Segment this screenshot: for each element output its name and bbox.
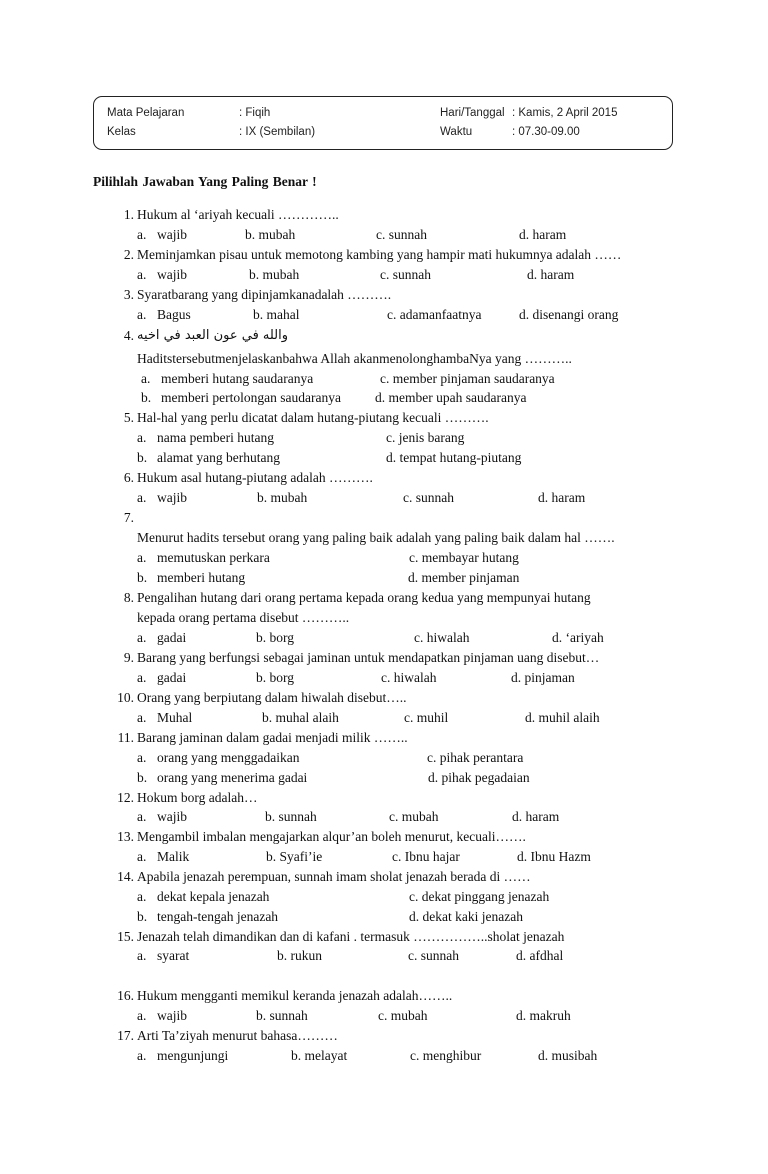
question-text: Hukum mengganti memikul keranda jenazah adalah…….. — [137, 988, 453, 1003]
option-a: gadai — [157, 630, 187, 645]
question-text: Hukum al ‘ariyah kecuali ………….. — [137, 207, 339, 222]
option-b: tengah-tengah jenazah — [157, 909, 279, 924]
option-a-marker: a. — [137, 1008, 147, 1023]
options-row — [0, 369, 768, 389]
option-b: b. melayat — [291, 1048, 348, 1063]
option-a-marker: a. — [137, 430, 147, 445]
option-a: memberi hutang saudaranya — [161, 371, 314, 386]
arabic-hadith: والله في عون العبد في اخيه — [137, 328, 289, 343]
option-c: c. dekat pinggang jenazah — [409, 889, 550, 904]
options-row — [0, 748, 768, 768]
question-text: Meminjamkan pisau untuk memotong kambing yang hampir mati hukumnya adalah …… — [137, 247, 622, 262]
question-15 — [0, 927, 768, 947]
option-b: b. mahal — [253, 307, 300, 322]
options-row — [0, 1006, 768, 1026]
option-d: d. pinjaman — [511, 670, 575, 685]
option-a-marker: a. — [137, 490, 147, 505]
question-12 — [0, 788, 768, 808]
option-c: c. Ibnu hajar — [392, 849, 460, 864]
question-number: 16. — [117, 988, 134, 1003]
option-a: Bagus — [157, 307, 191, 322]
question-number: 2. — [123, 247, 134, 262]
question-16 — [0, 986, 768, 1006]
question-text: Jenazah telah dimandikan dan di kafani . termasuk ……………..sholat jenazah — [137, 929, 565, 944]
question-3 — [0, 285, 768, 305]
option-b: memberi pertolongan saudaranya — [161, 390, 341, 405]
question-text: Pengalihan hutang dari orang pertama kepada orang kedua yang mempunyai hutang — [137, 590, 591, 605]
subject-label: Mata Pelajaran — [107, 107, 185, 119]
question-text: Menurut hadits tersebut orang yang paling baik adalah yang paling baik dalam hal ……. — [137, 530, 615, 545]
question-6 — [0, 468, 768, 488]
instruction: Pilihlah Jawaban Yang Paling Benar ! — [93, 174, 317, 189]
option-a-marker: a. — [137, 750, 147, 765]
question-number: 5. — [123, 410, 134, 425]
option-d: d. haram — [519, 227, 567, 242]
options-row — [0, 628, 768, 648]
options-row — [0, 448, 768, 468]
option-a-marker: a. — [137, 849, 147, 864]
question-4-text — [0, 349, 768, 369]
options-row — [0, 887, 768, 907]
question-14 — [0, 867, 768, 887]
option-b: b. mubah — [257, 490, 308, 505]
options-row — [0, 668, 768, 688]
option-d: d. tempat hutang-piutang — [386, 450, 522, 465]
question-number: 4. — [123, 328, 134, 343]
options-row — [0, 807, 768, 827]
class-value: : IX (Sembilan) — [239, 126, 316, 138]
options-row — [0, 305, 768, 325]
question-9 — [0, 648, 768, 668]
option-b: b. mubah — [245, 227, 296, 242]
option-b: b. mubah — [249, 267, 300, 282]
question-number: 14. — [117, 869, 134, 884]
question-8 — [0, 588, 768, 608]
question-number: 15. — [117, 929, 134, 944]
option-c: c. hiwalah — [381, 670, 437, 685]
option-a: wajib — [157, 227, 187, 242]
option-d: d. member upah saudaranya — [375, 390, 527, 405]
option-d: d. member pinjaman — [408, 570, 520, 585]
question-number: 9. — [123, 650, 134, 665]
options-row — [0, 708, 768, 728]
option-b: memberi hutang — [157, 570, 246, 585]
option-a: Muhal — [157, 710, 193, 725]
option-b-marker: b. — [137, 770, 148, 785]
question-13 — [0, 827, 768, 847]
option-c: c. membayar hutang — [409, 550, 519, 565]
option-a-marker: a. — [137, 550, 147, 565]
question-8-text-cont — [0, 608, 768, 628]
class-label: Kelas — [107, 126, 136, 138]
question-17 — [0, 1026, 768, 1046]
option-a-marker: a. — [137, 267, 147, 282]
option-d: d. dekat kaki jenazah — [409, 909, 523, 924]
question-7 — [0, 508, 768, 528]
options-row — [0, 488, 768, 508]
options-row — [0, 768, 768, 788]
question-text: Hukum asal hutang-piutang adalah ………. — [137, 470, 373, 485]
option-b: alamat yang berhutang — [157, 450, 280, 465]
option-c: c. jenis barang — [386, 430, 465, 445]
question-4 — [0, 326, 768, 346]
option-a: memutuskan perkara — [157, 550, 270, 565]
option-a: syarat — [157, 948, 190, 963]
options-row — [0, 946, 768, 966]
option-d: d. haram — [538, 490, 586, 505]
options-row — [0, 907, 768, 927]
question-text: kepada orang pertama disebut ……….. — [137, 610, 350, 625]
option-a: nama pemberi hutang — [157, 430, 274, 445]
question-text: Apabila jenazah perempuan, sunnah imam sholat jenazah berada di …… — [137, 869, 531, 884]
question-text: Hal-hal yang perlu dicatat dalam hutang-piutang kecuali ………. — [137, 410, 489, 425]
question-text: Haditstersebutmenjelaskanbahwa Allah akanmenolonghambaNya yang ……….. — [137, 351, 572, 366]
option-a: wajib — [157, 267, 187, 282]
option-c: c. mubah — [378, 1008, 428, 1023]
options-row — [0, 225, 768, 245]
option-d: d. muhil alaih — [525, 710, 600, 725]
option-a: dekat kepala jenazah — [157, 889, 270, 904]
option-c: c. muhil — [404, 710, 449, 725]
question-number: 8. — [123, 590, 134, 605]
option-d: d. haram — [527, 267, 575, 282]
option-a-marker: a. — [137, 710, 147, 725]
question-number: 17. — [117, 1028, 134, 1043]
option-b-marker: b. — [141, 390, 152, 405]
question-text: Barang yang berfungsi sebagai jaminan untuk mendapatkan pinjaman uang disebut… — [137, 650, 600, 665]
option-b: b. muhal alaih — [262, 710, 339, 725]
question-text: Arti Ta’ziyah menurut bahasa……… — [137, 1028, 338, 1043]
option-c: c. sunnah — [403, 490, 454, 505]
options-row — [0, 847, 768, 867]
option-b: b. sunnah — [256, 1008, 308, 1023]
question-number: 13. — [117, 829, 134, 844]
option-a: mengunjungi — [157, 1048, 229, 1063]
option-a-marker: a. — [141, 371, 151, 386]
option-a-marker: a. — [137, 889, 147, 904]
option-d: d. disenangi orang — [519, 307, 619, 322]
exam-header-box — [93, 96, 673, 150]
date-value: : Kamis, 2 April 2015 — [512, 107, 618, 119]
question-number: 10. — [117, 690, 134, 705]
option-a: orang yang menggadaikan — [157, 750, 300, 765]
option-b: b. sunnah — [265, 809, 317, 824]
option-a-marker: a. — [137, 809, 147, 824]
question-11 — [0, 728, 768, 748]
option-c: c. hiwalah — [414, 630, 470, 645]
option-b: orang yang menerima gadai — [157, 770, 308, 785]
question-5 — [0, 408, 768, 428]
option-a-marker: a. — [137, 307, 147, 322]
option-b: b. borg — [256, 670, 295, 685]
options-row — [0, 548, 768, 568]
option-b: b. rukun — [277, 948, 322, 963]
option-c: c. adamanfaatnya — [387, 307, 482, 322]
option-c: c. sunnah — [408, 948, 459, 963]
option-a-marker: a. — [137, 227, 147, 242]
option-c: c. member pinjaman saudaranya — [380, 371, 555, 386]
option-a: wajib — [157, 490, 187, 505]
question-number: 11. — [117, 730, 134, 745]
question-2 — [0, 245, 768, 265]
option-d: d. ‘ariyah — [552, 630, 604, 645]
option-d: d. makruh — [516, 1008, 571, 1023]
option-b-marker: b. — [137, 909, 148, 924]
question-number: 7. — [123, 510, 134, 525]
question-10 — [0, 688, 768, 708]
question-text: Hokum borg adalah… — [137, 790, 258, 805]
option-b-marker: b. — [137, 570, 148, 585]
options-row — [0, 1046, 768, 1066]
question-text: Mengambil imbalan mengajarkan alqur’an boleh menurut, kecuali……. — [137, 829, 526, 844]
question-7-text — [0, 528, 768, 548]
question-number: 1. — [123, 207, 134, 222]
option-a: Malik — [157, 849, 190, 864]
question-number: 3. — [123, 287, 134, 302]
option-d: d. afdhal — [516, 948, 564, 963]
date-label: Hari/Tanggal — [440, 107, 505, 119]
option-a-marker: a. — [137, 670, 147, 685]
question-text: Barang jaminan dalam gadai menjadi milik …….. — [137, 730, 408, 745]
option-d: d. pihak pegadaian — [428, 770, 530, 785]
subject-value: : Fiqih — [239, 107, 271, 119]
options-row — [0, 388, 768, 408]
option-c: c. menghibur — [410, 1048, 482, 1063]
option-b: b. borg — [256, 630, 295, 645]
option-a: gadai — [157, 670, 187, 685]
question-text: Syaratbarang yang dipinjamkanadalah ………. — [137, 287, 392, 302]
question-1 — [0, 205, 768, 225]
question-number: 6. — [123, 470, 134, 485]
options-row — [0, 568, 768, 588]
option-c: c. sunnah — [380, 267, 431, 282]
question-text: Orang yang berpiutang dalam hiwalah disebut….. — [137, 690, 407, 705]
option-d: d. haram — [512, 809, 560, 824]
option-b-marker: b. — [137, 450, 148, 465]
option-d: d. musibah — [538, 1048, 598, 1063]
time-value: : 07.30-09.00 — [512, 126, 580, 138]
time-label: Waktu — [440, 126, 473, 138]
option-a-marker: a. — [137, 948, 147, 963]
option-c: c. sunnah — [376, 227, 427, 242]
question-number: 12. — [117, 790, 134, 805]
option-a: wajib — [157, 809, 187, 824]
options-row — [0, 265, 768, 285]
option-c: c. pihak perantara — [427, 750, 524, 765]
option-a: wajib — [157, 1008, 187, 1023]
option-a-marker: a. — [137, 1048, 147, 1063]
option-a-marker: a. — [137, 630, 147, 645]
option-c: c. mubah — [389, 809, 439, 824]
option-d: d. Ibnu Hazm — [517, 849, 591, 864]
options-row — [0, 428, 768, 448]
option-b: b. Syafi’ie — [266, 849, 323, 864]
